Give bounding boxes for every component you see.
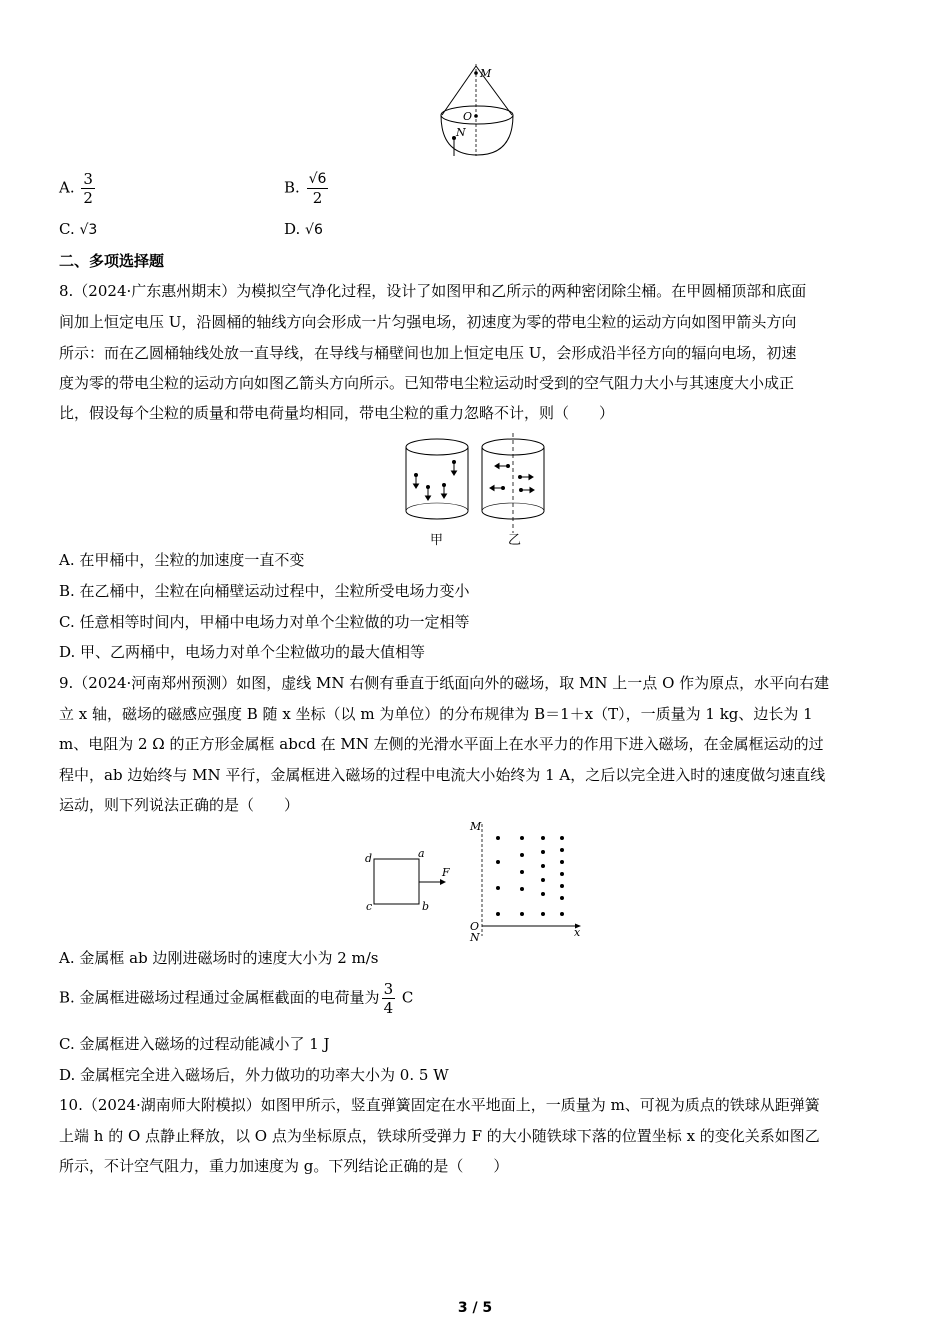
option-d xyxy=(284,219,323,240)
label-m: M xyxy=(480,67,492,80)
q8-line-3: 所示：而在乙圆桶轴线处放一直导线，在导线与桶壁间也加上恒定电压 U，会形成沿半径方向的辐向电场，初速 xyxy=(59,344,797,362)
label-n2: N xyxy=(470,931,480,944)
label-a: a xyxy=(418,847,425,860)
q10-line-2: 上端 h 的 O 点静止释放，以 O 点为坐标原点，铁球所受弹力 F 的大小随铁球下落的位置坐标 x 的变化关系如图乙 xyxy=(59,1127,820,1145)
label-f: F xyxy=(442,866,450,879)
section-title: 二、多项选择题 xyxy=(59,252,165,270)
label-o2: O xyxy=(470,920,480,933)
q9-line-2: 立 x 轴，磁场的磁感应强度 B 随 x 坐标（以 m 为单位）的分布规律为 B＝1＋x（T），一质量为 1 kg、边长为 1 xyxy=(59,705,813,723)
label-x: x xyxy=(574,926,581,939)
label-yi: 乙 xyxy=(508,533,522,548)
q9-option-b-unit: C xyxy=(401,988,414,1007)
label-n: N xyxy=(456,126,466,139)
field-dots xyxy=(496,836,564,916)
q9-option-c: C. 金属框进入磁场的过程动能减小了 1 J xyxy=(59,1035,330,1053)
q10-line-1: 10.（2024·湖南师大附模拟）如图甲所示，竖直弹簧固定在水平地面上，一质量为 m、可视为质点的铁球从距弹簧 xyxy=(59,1096,820,1114)
q8-line-1: 8.（2024·广东惠州期末）为模拟空气净化过程，设计了如图甲和乙所示的两种密闭除尘桶。在甲圆桶顶部和底面 xyxy=(59,282,807,300)
denominator: 2 xyxy=(312,189,323,207)
numerator: 3 xyxy=(83,170,93,188)
q9-line-1: 9.（2024·河南郑州预测）如图，虚线 MN 右侧有垂直于纸面向外的磁场，取 MN 上一点 O 作为原点，水平向右建 xyxy=(59,674,830,692)
option-b-label: B. xyxy=(284,178,300,197)
option-d-value: √6 xyxy=(305,222,323,238)
q9-line-3: m、电阻为 2 Ω 的正方形金属框 abcd 在 MN 左侧的光滑水平面上在水平力的作用下进入磁场，在金属框运动的过 xyxy=(59,735,824,753)
q10-line-3: 所示，不计空气阻力，重力加速度为 g。下列结论正确的是（ ） xyxy=(59,1157,509,1175)
cone-hemisphere-figure xyxy=(430,60,530,160)
fraction-3-4 xyxy=(382,980,396,1017)
q9-option-d: D. 金属框完全进入磁场后，外力做功的功率大小为 0. 5 W xyxy=(59,1066,449,1084)
q9-line-5: 运动，则下列说法正确的是（ ） xyxy=(59,796,300,814)
fraction-3-2 xyxy=(81,170,95,207)
cylinders-figure xyxy=(400,433,560,550)
q8-option-a: A. 在甲桶中，尘粒的加速度一直不变 xyxy=(59,551,305,569)
q8-line-5: 比，假设每个尘粒的质量和带电荷量均相同，带电尘粒的重力忽略不计，则（ ） xyxy=(59,404,615,422)
label-d: d xyxy=(365,852,373,865)
q8-option-b: B. 在乙桶中，尘粒在向桶壁运动过程中，尘粒所受电场力变小 xyxy=(59,582,470,600)
option-d-label: D. xyxy=(284,220,301,238)
option-c-label: C. xyxy=(59,220,75,238)
q8-line-2: 间加上恒定电压 U，沿圆桶的轴线方向会形成一片匀强电场，初速度为零的带电尘粒的运动方向如图甲箭头方向 xyxy=(59,313,797,331)
q8-line-4: 度为零的带电尘粒的运动方向如图乙箭头方向所示。已知带电尘粒运动时受到的空气阻力大小与其速度大小成正 xyxy=(59,374,795,392)
label-c: c xyxy=(366,900,373,913)
option-c-value: √3 xyxy=(79,222,98,238)
denominator: 2 xyxy=(83,189,93,207)
option-a-label: A. xyxy=(59,178,75,197)
fraction-sqrt6-2 xyxy=(307,170,329,207)
label-b: b xyxy=(422,900,430,913)
label-o: O xyxy=(463,110,473,123)
q9-line-4: 程中，ab 边始终与 MN 平行，金属框进入磁场的过程中电流大小始终为 1 A，之后以完全进入时的速度做匀速直线 xyxy=(59,766,826,784)
q9-option-a: A. 金属框 ab 边刚进磁场时的速度大小为 2 m/s xyxy=(59,949,379,967)
page-number: 3 / 5 xyxy=(457,1300,493,1316)
q8-option-d: D. 甲、乙两桶中，电场力对单个尘粒做功的最大值相等 xyxy=(59,643,426,661)
option-c xyxy=(59,219,97,240)
label-m2: M xyxy=(470,820,482,833)
label-jia: 甲 xyxy=(430,533,444,548)
q8-option-c: C. 任意相等时间内，甲桶中电场力对单个尘粒做的功一定相等 xyxy=(59,613,470,631)
option-b xyxy=(284,170,330,207)
denominator: 4 xyxy=(383,999,394,1017)
square-frame xyxy=(374,859,419,904)
q9-option-b xyxy=(59,980,413,1017)
option-a xyxy=(59,170,97,207)
cylinder-yi xyxy=(482,433,544,533)
numerator: √6 xyxy=(308,171,327,187)
magnetic-field-figure xyxy=(360,818,590,946)
numerator: 3 xyxy=(383,980,394,998)
cylinder-jia xyxy=(406,439,468,519)
q9-option-b-text: B. 金属框进磁场过程通过金属框截面的电荷量为 xyxy=(59,988,380,1007)
